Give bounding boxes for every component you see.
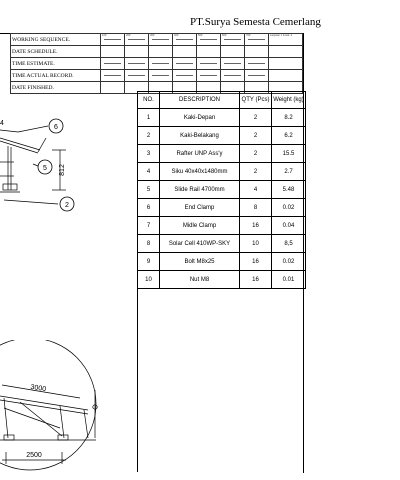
schedule-row — [11, 58, 303, 70]
schedule-cell: 200 — [125, 34, 149, 46]
table-row: 7 Midle Clamp 16 0.04 — [138, 217, 306, 235]
schedule-row-label: TIME ESTIMATE. — [11, 58, 101, 70]
dim-3000-label: 3000 — [29, 383, 47, 394]
table-row: 9 Bolt M8x25 16 0.02 — [138, 253, 306, 271]
col-qty: QTY (Pcs) — [240, 92, 272, 109]
bill-of-materials-table — [137, 91, 306, 289]
schedule-cell: 500 — [197, 34, 221, 46]
callout-6-label: 6 — [54, 124, 58, 131]
side-view-drawing — [0, 110, 136, 220]
schedule-row-label: DATE SCHEDULE. — [11, 46, 101, 58]
table-row: 3 Rafter UNP Ass'y 2 15.5 — [138, 145, 306, 163]
callout-5-label: 5 — [43, 165, 47, 172]
schedule-cell: 300 — [149, 34, 173, 46]
schedule-row-label: TIME ACTUAL RECORD. — [11, 70, 101, 82]
table-row: 1 Kaki-Depan 2 8.2 — [138, 109, 306, 127]
schedule-cell: 100 — [101, 34, 125, 46]
detail-view-drawing — [0, 340, 136, 472]
company-name: PT.Surya Semesta Cemerlang — [190, 16, 321, 28]
callout-4-label: 4 — [0, 120, 4, 127]
schedule-row — [11, 70, 303, 82]
schedule-cell: Lanjutan 1 & Hal. 3 — [269, 34, 303, 46]
table-row: 2 Kaki-Belakang 2 6.2 — [138, 127, 306, 145]
schedule-row — [11, 34, 303, 46]
col-weight: Weight (kg) — [272, 92, 306, 109]
table-row: 8 Solar Cell 410WP-SKY 10 8,5 — [138, 235, 306, 253]
callout-2-label: 2 — [65, 202, 69, 209]
dim-2500-label: 2500 — [26, 452, 42, 459]
table-row: 10 Nut M8 16 0.01 — [138, 271, 306, 289]
dim-812-label: 812 — [59, 164, 66, 176]
table-row: 5 Slide Rail 4700mm 4 5.48 — [138, 181, 306, 199]
detail-circle — [0, 340, 96, 470]
schedule-row — [11, 46, 303, 58]
col-description: DESCRIPTION — [160, 92, 240, 109]
col-no: NO. — [138, 92, 160, 109]
table-row: 4 Siku 40x40x1480mm 2 2.7 — [138, 163, 306, 181]
schedule-row-label: DATE FINISHED. — [11, 82, 101, 94]
schedule-cell: 600 — [221, 34, 245, 46]
work-schedule-table — [10, 33, 303, 94]
schedule-row-label: WORKING SEQUENCE. — [11, 34, 101, 46]
bom-header-row — [138, 92, 306, 109]
table-row: 6 End Clamp 8 0.02 — [138, 199, 306, 217]
schedule-cell: 400 — [173, 34, 197, 46]
schedule-cell: 700 — [245, 34, 269, 46]
